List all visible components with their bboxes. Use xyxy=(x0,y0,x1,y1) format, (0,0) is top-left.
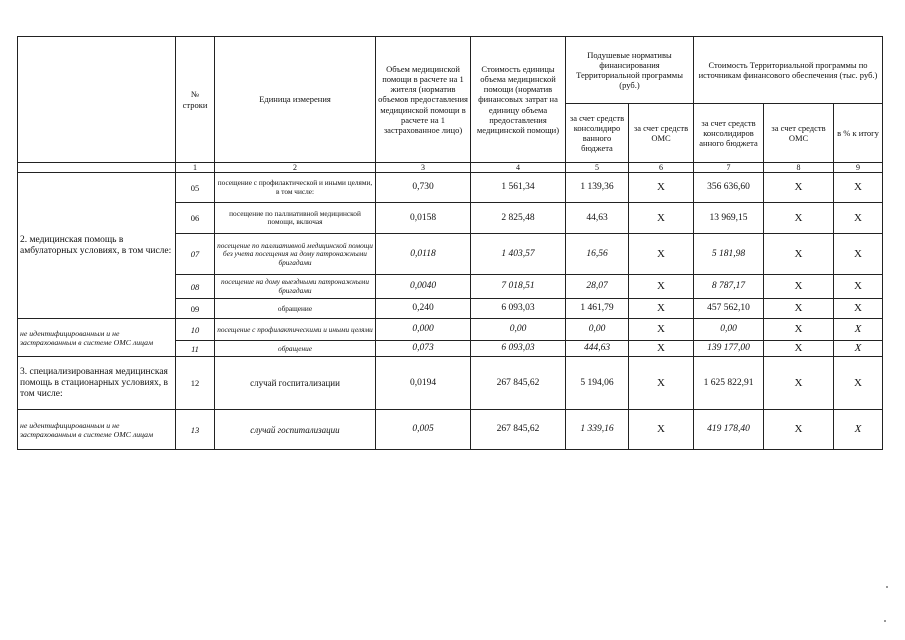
per-capita-oms-cell: X xyxy=(629,203,694,234)
cost-cell: 1 403,57 xyxy=(471,234,566,275)
category-specialized: 3. специализированная медицинская помощь в стационарных условиях, в том числе: xyxy=(18,357,176,410)
table-row xyxy=(18,410,883,450)
volume-cell: 0,0158 xyxy=(376,203,471,234)
per-capita-budget-cell: 1 339,16 xyxy=(566,410,629,450)
table-row xyxy=(18,173,883,203)
category-unidentified: не идентифицированным и не застрахованным в системе ОМС лицам xyxy=(18,410,176,450)
program-pct-cell: X xyxy=(834,341,883,357)
per-capita-budget-cell: 28,07 xyxy=(566,275,629,299)
column-number: 5 xyxy=(566,163,629,173)
volume-cell: 0,000 xyxy=(376,319,471,341)
header-per-capita-oms: за счет средств ОМС xyxy=(629,104,694,163)
per-capita-budget-cell: 444,63 xyxy=(566,341,629,357)
program-oms-cell: X xyxy=(764,275,834,299)
unit-cell: обращение xyxy=(215,341,376,357)
program-budget-cell: 5 181,98 xyxy=(694,234,764,275)
header-per-capita-budget: за счет средств консолидиро ванного бюджета xyxy=(566,104,629,163)
cost-cell: 267 845,62 xyxy=(471,357,566,410)
row-number: 13 xyxy=(176,410,215,450)
row-number: 12 xyxy=(176,357,215,410)
cost-cell: 0,00 xyxy=(471,319,566,341)
row-number: 07 xyxy=(176,234,215,275)
program-pct-cell: X xyxy=(834,357,883,410)
per-capita-budget-cell: 1 461,79 xyxy=(566,299,629,319)
unit-cell: посещение с профилактической и иными целями, в том числе: xyxy=(215,173,376,203)
header-cost-program: Стоимость Территориальной программы по источникам финансового обеспечения (тыс. руб.) xyxy=(694,37,883,104)
per-capita-oms-cell: X xyxy=(629,275,694,299)
program-pct-cell: X xyxy=(834,203,883,234)
header-per-capita: Подушевые нормативы финансирования Территориальной программы (руб.) xyxy=(566,37,694,104)
volume-cell: 0,240 xyxy=(376,299,471,319)
table-row xyxy=(18,357,883,410)
cost-cell: 7 018,51 xyxy=(471,275,566,299)
program-budget-cell: 139 177,00 xyxy=(694,341,764,357)
scan-speck xyxy=(886,586,888,588)
category-unidentified: не идентифицированным и не застрахованным в системе ОМС лицам xyxy=(18,319,176,357)
header-program-pct: в % к итогу xyxy=(834,104,883,163)
header-row xyxy=(18,37,883,104)
program-pct-cell: X xyxy=(834,319,883,341)
program-oms-cell: X xyxy=(764,234,834,275)
row-number: 05 xyxy=(176,173,215,203)
program-budget-cell: 457 562,10 xyxy=(694,299,764,319)
program-budget-cell: 356 636,60 xyxy=(694,173,764,203)
unit-cell: посещение на дому выездными патронажными бригадами xyxy=(215,275,376,299)
program-pct-cell: X xyxy=(834,234,883,275)
column-number: 8 xyxy=(764,163,834,173)
program-pct-cell: X xyxy=(834,410,883,450)
per-capita-oms-cell: X xyxy=(629,410,694,450)
scan-speck xyxy=(884,620,886,622)
row-number: 11 xyxy=(176,341,215,357)
per-capita-oms-cell: X xyxy=(629,357,694,410)
volume-cell: 0,0040 xyxy=(376,275,471,299)
column-number-empty xyxy=(18,163,176,173)
header-program-oms: за счет средств ОМС xyxy=(764,104,834,163)
program-budget-cell: 1 625 822,91 xyxy=(694,357,764,410)
volume-cell: 0,730 xyxy=(376,173,471,203)
program-pct-cell: X xyxy=(834,299,883,319)
header-unit: Единица измерения xyxy=(215,37,376,163)
column-number: 9 xyxy=(834,163,883,173)
per-capita-oms-cell: X xyxy=(629,234,694,275)
volume-cell: 0,0194 xyxy=(376,357,471,410)
per-capita-budget-cell: 16,56 xyxy=(566,234,629,275)
program-budget-cell: 8 787,17 xyxy=(694,275,764,299)
per-capita-budget-cell: 0,00 xyxy=(566,319,629,341)
unit-cell: случай госпитализации xyxy=(215,410,376,450)
row-number: 08 xyxy=(176,275,215,299)
header-volume: Объем медицинской помощи в расчете на 1 жителя (норматив объемов предоставления медицинской помощи в расчете на 1 застрахованное лицо) xyxy=(376,37,471,163)
column-number: 7 xyxy=(694,163,764,173)
per-capita-oms-cell: X xyxy=(629,299,694,319)
cost-cell: 6 093,03 xyxy=(471,299,566,319)
column-number: 2 xyxy=(215,163,376,173)
program-oms-cell: X xyxy=(764,341,834,357)
column-number: 6 xyxy=(629,163,694,173)
program-budget-cell: 0,00 xyxy=(694,319,764,341)
volume-cell: 0,005 xyxy=(376,410,471,450)
unit-cell: случай госпитализации xyxy=(215,357,376,410)
unit-cell: посещение по паллиативной медицинской помощи без учета посещения на дому патронажными бригадами xyxy=(215,234,376,275)
column-number-row xyxy=(18,163,883,173)
volume-cell: 0,073 xyxy=(376,341,471,357)
header-cost-unit: Стоимость единицы объема медицинской помощи (норматив финансовых затрат на единицу объема предоставления медицинской помощи) xyxy=(471,37,566,163)
cost-cell: 6 093,03 xyxy=(471,341,566,357)
column-number: 1 xyxy=(176,163,215,173)
program-oms-cell: X xyxy=(764,203,834,234)
header-empty-cell xyxy=(18,37,176,163)
row-number: 10 xyxy=(176,319,215,341)
per-capita-oms-cell: X xyxy=(629,341,694,357)
header-row-no: № строки xyxy=(176,37,215,163)
per-capita-budget-cell: 1 139,36 xyxy=(566,173,629,203)
program-pct-cell: X xyxy=(834,173,883,203)
row-number: 06 xyxy=(176,203,215,234)
program-pct-cell: X xyxy=(834,275,883,299)
program-oms-cell: X xyxy=(764,173,834,203)
per-capita-oms-cell: X xyxy=(629,173,694,203)
cost-cell: 267 845,62 xyxy=(471,410,566,450)
program-budget-cell: 13 969,15 xyxy=(694,203,764,234)
row-number: 09 xyxy=(176,299,215,319)
per-capita-budget-cell: 44,63 xyxy=(566,203,629,234)
cost-cell: 2 825,48 xyxy=(471,203,566,234)
program-budget-cell: 419 178,40 xyxy=(694,410,764,450)
per-capita-oms-cell: X xyxy=(629,319,694,341)
table-row xyxy=(18,319,883,341)
program-oms-cell: X xyxy=(764,299,834,319)
unit-cell: обращение xyxy=(215,299,376,319)
program-oms-cell: X xyxy=(764,357,834,410)
unit-cell: посещение по паллиативной медицинской помощи, включая xyxy=(215,203,376,234)
per-capita-budget-cell: 5 194,06 xyxy=(566,357,629,410)
unit-cell: посещение с профилактическими и иными целями xyxy=(215,319,376,341)
category-ambulatory: 2. медицинская помощь в амбулаторных условиях, в том числе: xyxy=(18,173,176,319)
cost-cell: 1 561,34 xyxy=(471,173,566,203)
column-number: 3 xyxy=(376,163,471,173)
volume-cell: 0,0118 xyxy=(376,234,471,275)
header-program-budget: за счет средств консолидиров анного бюджета xyxy=(694,104,764,163)
program-oms-cell: X xyxy=(764,410,834,450)
financing-table xyxy=(17,36,883,450)
column-number: 4 xyxy=(471,163,566,173)
program-oms-cell: X xyxy=(764,319,834,341)
